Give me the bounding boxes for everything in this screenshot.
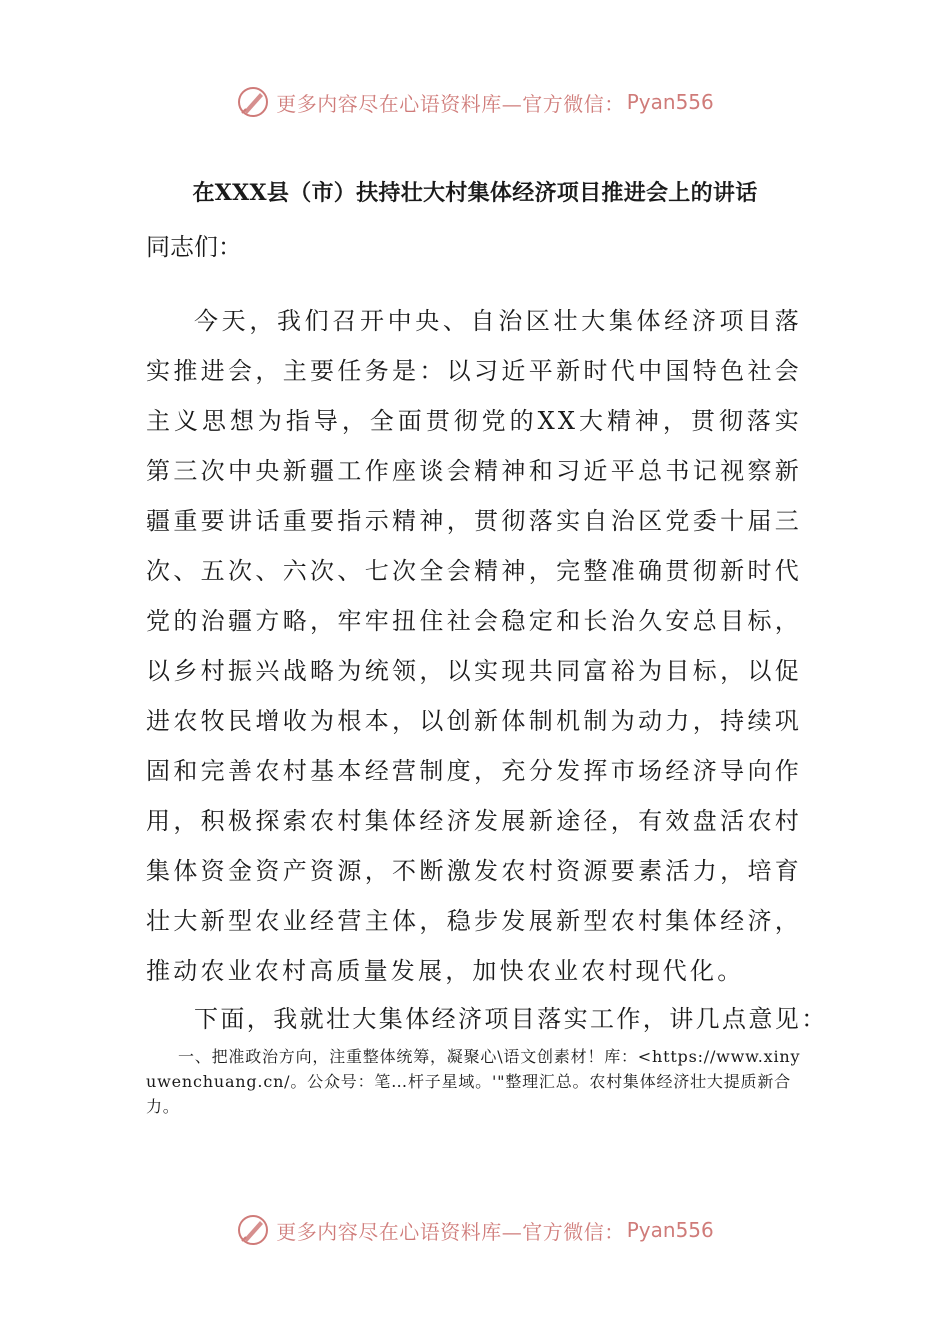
watermark-banner-top bbox=[0, 82, 950, 122]
watermark-text: 更多内容尽在心语资料库—官方微信： bbox=[276, 91, 625, 116]
watermark-banner-bottom bbox=[0, 1210, 950, 1250]
document-body bbox=[146, 296, 802, 996]
pen-logo-icon bbox=[236, 85, 270, 119]
watermark-wechat-id: Pyan556 bbox=[626, 1218, 714, 1242]
pen-logo-icon bbox=[236, 1213, 270, 1247]
paragraph-point-one-text: 一、把准政治方向，注重整体统筹，凝聚心\语文创素材！库：<https://www.xinyuwenchuang.cn/。公众号：笔…杆子星域。'"整理汇总。农村集体经济壮大提质新合力。 bbox=[146, 1047, 801, 1116]
watermark-wechat-id: Pyan556 bbox=[626, 90, 714, 114]
watermark-text: 更多内容尽在心语资料库—官方微信： bbox=[276, 1219, 625, 1244]
paragraph-intro-points: 下面，我就壮大集体经济项目落实工作，讲几点意见： bbox=[194, 1005, 828, 1033]
paragraph-point-one bbox=[146, 1044, 806, 1119]
salutation: 同志们： bbox=[146, 233, 242, 261]
document-title: 在XXX县（市）扶持壮大村集体经济项目推进会上的讲话 bbox=[192, 180, 758, 206]
paragraph-opening: 今天，我们召开中央、自治区壮大集体经济项目落实推进会，主要任务是：以习近平新时代中国特色社会主义思想为指导，全面贯彻党的XX大精神，贯彻落实第三次中央新疆工作座谈会精神和习近平总书记视察新疆重要讲话重要指示精神，贯彻落实自治区党委十届三次、五次、六次、七次全会精神，完整准确贯彻新时代党的治疆方略，牢牢扭住社会稳定和长治久安总目标，以乡村振兴战略为统领，以实现共同富裕为目标，以促进农牧民增收为根本，以创新体制机制为动力，持续巩固和完善农村基本经营制度，充分发挥市场经济导向作用，积极探索农村集体经济发展新途径，有效盘活农村集体资金资产资源，不断激发农村资源要素活力，培育壮大新型农业经营主体，稳步发展新型农村集体经济，推动农业农村高质量发展，加快农业农村现代化。 bbox=[146, 307, 802, 985]
